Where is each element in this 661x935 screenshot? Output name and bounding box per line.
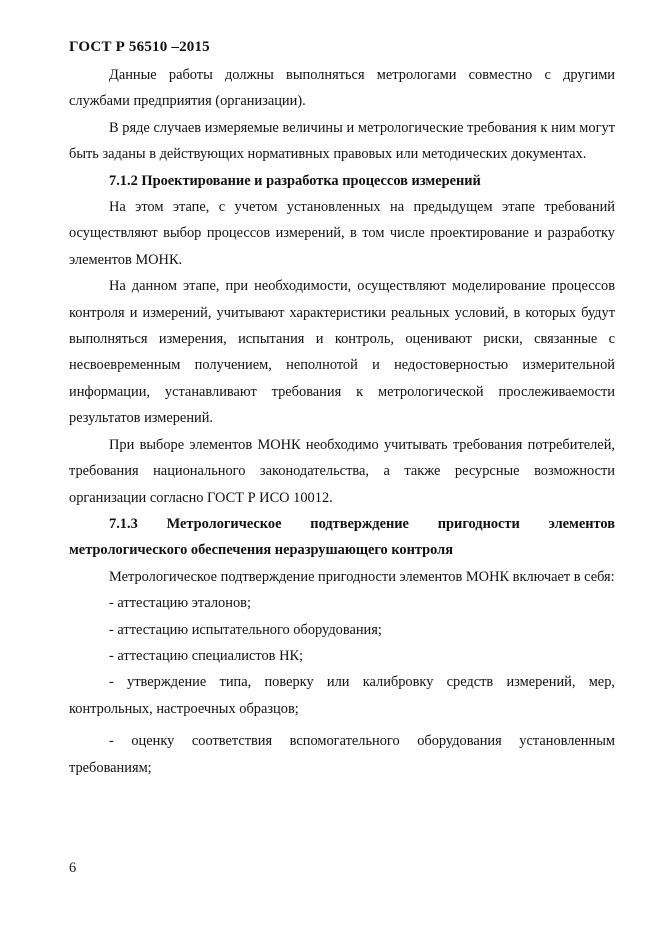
- list-item-1: - аттестацию эталонов;: [109, 595, 251, 612]
- section-heading-7-1-2: 7.1.2 Проектирование и разработка процессов измерений: [109, 172, 481, 189]
- list-item-4: - утверждение типа, поверку или калибровку средств измерений, мер, контрольных, настроечных образцов;: [69, 674, 615, 717]
- paragraph-6: Метрологическое подтверждение пригодности элементов МОНК включает в себя:: [109, 568, 615, 585]
- paragraph-1: Данные работы должны выполняться метрологами совместно с другими службами предприятия (организации).: [69, 67, 615, 110]
- page-number: 6: [69, 860, 77, 876]
- paragraph-4: На данном этапе, при необходимости, осуществляют моделирование процессов контроля и измерений, учитывают характеристики реальных условий, в которых будут выполняться измерения, испытания и контроль, оценивают риски, связанные с несвоевременным получением, неполнотой и недостоверностью измерительной информации, устанавливают требования к метрологической прослеживаемости результатов измерений.: [69, 278, 615, 427]
- document-page: [69, 36, 615, 781]
- list-item-3: - аттестацию специалистов НК;: [109, 647, 304, 664]
- paragraph-2: В ряде случаев измеряемые величины и метрологические требования к ним могут быть заданы в действующих нормативных правовых или методических документах.: [69, 119, 615, 163]
- paragraph-3: На этом этапе, с учетом установленных на предыдущем этапе требований осуществляют выбор процессов измерений, в том числе проектирование и разработку элементов МОНК.: [69, 199, 615, 268]
- document-header: ГОСТ Р 56510 –2015: [69, 39, 210, 55]
- section-heading-7-1-3: 7.1.3 Метрологическое подтверждение пригодности элементов метрологического обеспечения неразрушающего контроля: [69, 515, 615, 559]
- list-item-2: - аттестацию испытательного оборудования;: [109, 621, 382, 638]
- list-item-5: - оценку соответствия вспомогательного оборудования установленным требованиям;: [69, 733, 615, 776]
- paragraph-5: При выборе элементов МОНК необходимо учитывать требования потребителей, требования национального законодательства, а также ресурсные возможности организации согласно ГОСТ Р ИСО 10012.: [69, 436, 615, 506]
